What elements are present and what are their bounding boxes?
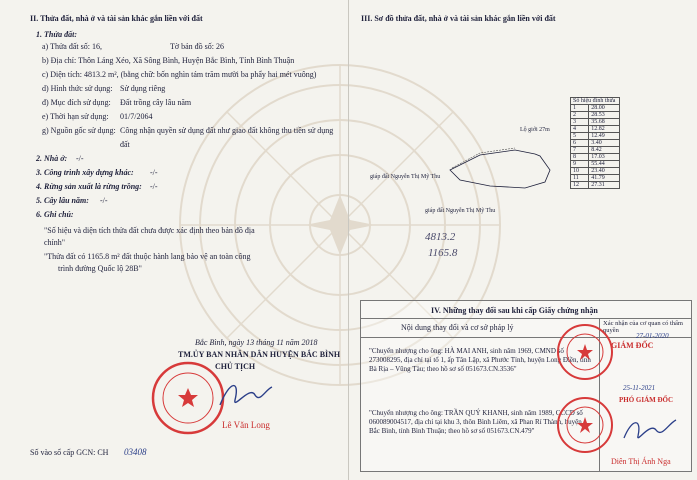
- table-row: [571, 126, 620, 133]
- edge-length: 8.42: [589, 147, 620, 154]
- registration-seal-1: [555, 322, 615, 382]
- use-purpose-label: đ) Mục đích sử dụng:: [42, 98, 111, 107]
- chairman-signature: [215, 375, 275, 415]
- edge-length: 55.44: [589, 161, 620, 168]
- note2-line1: "Thửa đất có 1165.8 m² đất thuộc hành lang bảo vệ an toàn công: [44, 252, 251, 261]
- chairman-title: CHỦ TỊCH: [215, 362, 256, 371]
- table-row: [571, 161, 620, 168]
- item5-value: -/-: [100, 196, 108, 205]
- registration-seal-2: [555, 395, 615, 455]
- table-row: [571, 168, 620, 175]
- table-header: Số hiệu đỉnh thửa: [571, 98, 620, 105]
- stamp-role-1: GIÁM ĐỐC: [611, 341, 654, 350]
- item4-value: -/-: [150, 182, 158, 191]
- edge-length: 3.40: [589, 140, 620, 147]
- col-content-header: Nội dung thay đổi và cơ sở pháp lý: [401, 323, 514, 332]
- col-confirm-header: Xác nhận của cơ quan có thẩm quyền: [603, 320, 683, 334]
- note1-line1: "Số hiệu và diện tích thửa đất chưa được xác định theo bản đồ địa: [44, 226, 255, 235]
- use-term-label: e) Thời hạn sử dụng:: [42, 112, 109, 121]
- signer-name: Lê Văn Long: [222, 420, 270, 430]
- map-sheet: Tờ bản đồ số: 26: [170, 42, 225, 51]
- parcel-number: a) Thửa đất số: 16,: [42, 42, 102, 51]
- signer2-name: Diên Thị Ánh Nga: [611, 457, 671, 466]
- area: c) Diện tích: 4813.2 m², (bằng chữ: bốn nghìn tám trăm mười ba phẩy hai mét vuông): [42, 70, 317, 79]
- confirm-date-2: 25-11-2021: [623, 384, 656, 392]
- item2-value: -/-: [76, 154, 84, 163]
- table-row: [571, 140, 620, 147]
- confirm-date-1: 27-01-2020: [636, 332, 669, 340]
- section2-title: II. Thửa đất, nhà ở và tài sản khác gắn liền với đất: [30, 14, 203, 23]
- vertex-index: 3: [571, 119, 589, 126]
- vertex-index: 5: [571, 133, 589, 140]
- vertex-index: 11: [571, 175, 589, 182]
- table-row: [571, 147, 620, 154]
- change-entry-2: "Chuyển nhượng cho ông: TRẦN QUÝ KHANH, sinh năm 1989, CCCD số 060089004517, địa chỉ tại khu 3, thôn Bình Liêm, xã Phan Rí Thành, huyện Bắc Bình, tỉnh Bình Thuận; theo hồ sơ số 051673.CN.479": [369, 409, 583, 435]
- section3-title: III. Sơ đồ thửa đất, nhà ở và tài sản khác gắn liền với đất: [361, 14, 556, 23]
- address: b) Địa chỉ: Thôn Láng Xéo, Xã Sông Bình, Huyện Bắc Bình, Tỉnh Bình Thuận: [42, 56, 295, 65]
- vertex-index: 4: [571, 126, 589, 133]
- place-date: Bắc Bình, ngày 13 tháng 11 năm 2018: [195, 338, 318, 347]
- origin-label: g) Nguồn gốc sử dụng:: [42, 126, 116, 135]
- vertex-index: 6: [571, 140, 589, 147]
- edge-length: 27.31: [589, 182, 620, 189]
- use-form-label: d) Hình thức sử dụng:: [42, 84, 113, 93]
- stamp-role-2: PHÓ GIÁM ĐỐC: [619, 396, 674, 404]
- vertex-index: 9: [571, 161, 589, 168]
- origin-value-2: đất: [120, 140, 130, 149]
- section4-title: IV. Những thay đổi sau khi cấp Giấy chứng nhận: [431, 306, 598, 315]
- note1-line2: chính": [44, 238, 66, 247]
- use-purpose-value: Đất trồng cây lâu năm: [120, 98, 192, 107]
- edge-length: 12.49: [589, 133, 620, 140]
- item4-title: 4. Rừng sản xuất là rừng trồng:: [36, 182, 142, 191]
- left-panel: [0, 0, 348, 480]
- neighbor-label-1: giáp đất Nguyễn Thị Mỹ Thu: [370, 174, 441, 180]
- table-row: [571, 119, 620, 126]
- hand-area-total: 4813.2: [425, 231, 456, 243]
- vertex-index: 7: [571, 147, 589, 154]
- item3-value: -/-: [150, 168, 158, 177]
- item2-title: 2. Nhà ở:: [36, 154, 68, 163]
- vertex-index: 1: [571, 105, 589, 112]
- road-setback-label: Lộ giới 27m: [520, 127, 550, 133]
- edge-length: 12.82: [589, 126, 620, 133]
- use-form-value: Sử dụng riêng: [120, 84, 166, 93]
- origin-value: Công nhận quyền sử dụng đất như giao đất không thu tiền sử dụng: [120, 126, 334, 135]
- table-row: [571, 175, 620, 182]
- neighbor-label-2: giáp đất Nguyễn Thị Mỹ Thu: [425, 208, 496, 214]
- table-row: [571, 182, 620, 189]
- table-row: [571, 105, 620, 112]
- item3-title: 3. Công trình xây dựng khác:: [36, 168, 134, 177]
- edge-length: 17.03: [589, 154, 620, 161]
- table-row: [571, 154, 620, 161]
- edge-length: 35.68: [589, 119, 620, 126]
- vertex-table: [570, 97, 620, 189]
- note2-line2: trình đường Quốc lộ 28B": [58, 264, 142, 273]
- item5-title: 5. Cây lâu năm:: [36, 196, 89, 205]
- vertex-index: 12: [571, 182, 589, 189]
- table-row: [571, 112, 620, 119]
- table-row: [571, 133, 620, 140]
- cert-number-value: 03408: [124, 447, 147, 457]
- hand-area-corridor: 1165.8: [428, 247, 458, 259]
- edge-length: 28.53: [589, 112, 620, 119]
- change-entry-1: "Chuyển nhượng cho ông: HÀ MAI ANH, sinh năm 1969, CMND số 273008295, địa chỉ tại tổ 1, ấp Tân Lập, xã Phước Tỉnh, huyện Long Điền, tỉnh Bà Rịa – Vũng Tàu; theo hồ sơ số 051673.CN.3536": [369, 347, 591, 373]
- authority: TM.ỦY BAN NHÂN DÂN HUYỆN BẮC BÌNH: [178, 350, 341, 359]
- cert-number-label: Số vào sổ cấp GCN: CH: [30, 448, 109, 457]
- vertex-index: 8: [571, 154, 589, 161]
- edge-length: 28.00: [589, 105, 620, 112]
- item1-title: 1. Thửa đất:: [36, 30, 78, 39]
- vertex-index: 2: [571, 112, 589, 119]
- edge-length: 41.79: [589, 175, 620, 182]
- signature-2: [620, 410, 680, 450]
- use-term-value: 01/7/2064: [120, 112, 153, 121]
- edge-length: 23.40: [589, 168, 620, 175]
- vertex-index: 10: [571, 168, 589, 175]
- item6-title: 6. Ghi chú:: [36, 210, 74, 219]
